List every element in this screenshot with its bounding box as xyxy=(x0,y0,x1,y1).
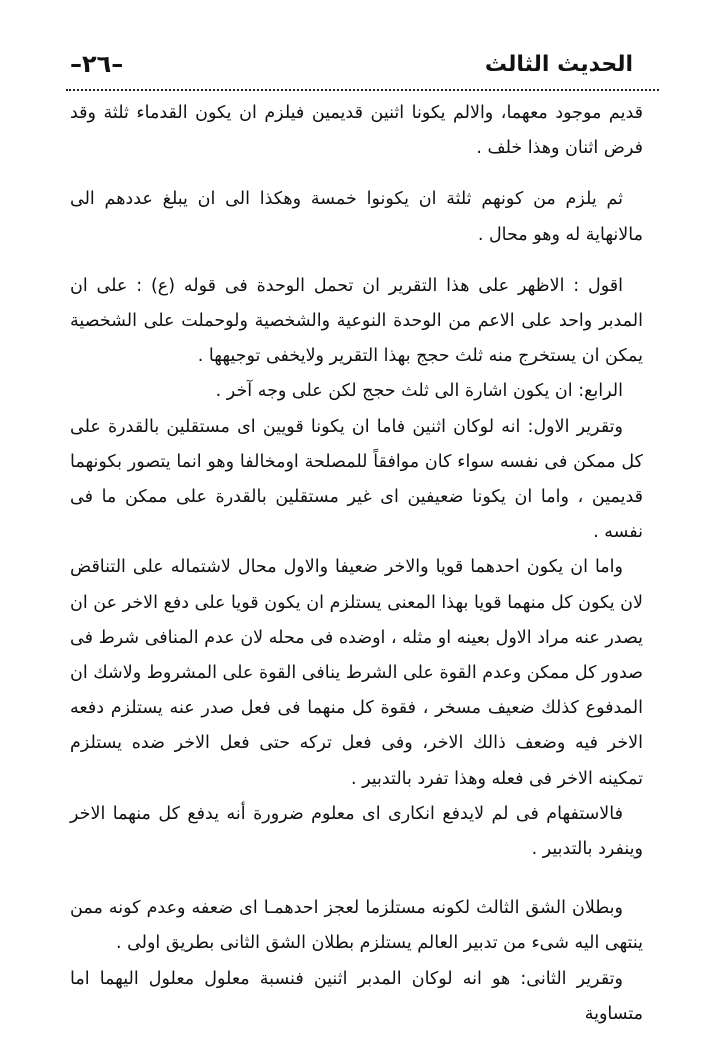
body-text xyxy=(70,96,643,1032)
page-header xyxy=(70,48,633,88)
paragraph: واما ان يكون احدهما قويا والاخر ضعيفا والاول محال لاشتماله على التناقض لان يكون كل منهما قويا بهذا المعنى يستلزم ان يكون قويا على دفع الاخر عن ان يصدر عنه مراد الاول بعينه او مثله ، اوضده فى محله لان عدم المنافى شرط فى صدور كل ممكن وعدم القوة على الشرط ينافى القوة على المشروط ولاشك ان المدفوع كذلك ضعيف مسخر ، فقوة كل منهما فى فعل صدر عنه يستلزم دفعه الاخر فيه وضعف ذالك الاخر، وفى فعل تركه حتى فعل الاخر ضده يستلزم تمكينه الاخر فى فعله وهذا تفرد بالتدبير . xyxy=(70,557,643,789)
paragraph: الرابع: ان يكون اشارة الى ثلث حجج لكن على وجه آخر . xyxy=(215,381,623,402)
paragraph: وتقرير الثانى: هو انه لوكان المدبر اثنين فنسبة معلول معلول اليهما اما متساوية xyxy=(70,968,643,1024)
paragraph: وبطلان الشق الثالث لكونه مستلزما لعجز احدهمـا اى ضعفه وعدم كونه ممن ينتهى اليه شىء من تدبير العالم يستلزم بطلان الشق الثانى بطريق اولى . xyxy=(70,898,643,954)
paragraph: وتقرير الاول: انه لوكان اثنين فاما ان يكونا قويين اى مستقلين بالقدرة على كل ممكن فى نفسه سواء كان موافقاً للمصلحة اومخالفا وهو انما يتصور بكونهما قديمين ، واما ان يكونا ضعيفين اى غير مستقلين بالقدرة على ممكن ما فى نفسه . xyxy=(70,416,643,543)
paragraph: اقول : الاظهر على هذا التقرير ان تحمل الوحدة فى قوله (ع) : على ان المدبر واحد على الاعم من الوحدة النوعية والشخصية ولوحملت على الشخصية يمكن ان يستخرج منه ثلث حجج بهذا التقرير ولايخفى توجيهها . xyxy=(70,275,643,367)
running-title: الحديث الثالث xyxy=(484,52,633,77)
header-divider xyxy=(66,89,659,91)
page-number: –٢٦– xyxy=(70,50,124,78)
paragraph: فالاستفهام فى لم لايدفع انكارى اى معلوم ضرورة أنه يدفع كل منهما الاخر وينفرد بالتدبير . xyxy=(70,803,643,860)
paragraph: ثم يلزم من كونهم ثلثة ان يكونوا خمسة وهكذا الى ان يبلغ عددهم الى مالانهاية له وهو محال . xyxy=(70,189,643,245)
paragraph: قديم موجود معهما، والالم يكونا اثنين قديمين فيلزم ان يكون القدماء ثلثة وقد فرض اثنان وهذا خلف . xyxy=(70,103,643,159)
